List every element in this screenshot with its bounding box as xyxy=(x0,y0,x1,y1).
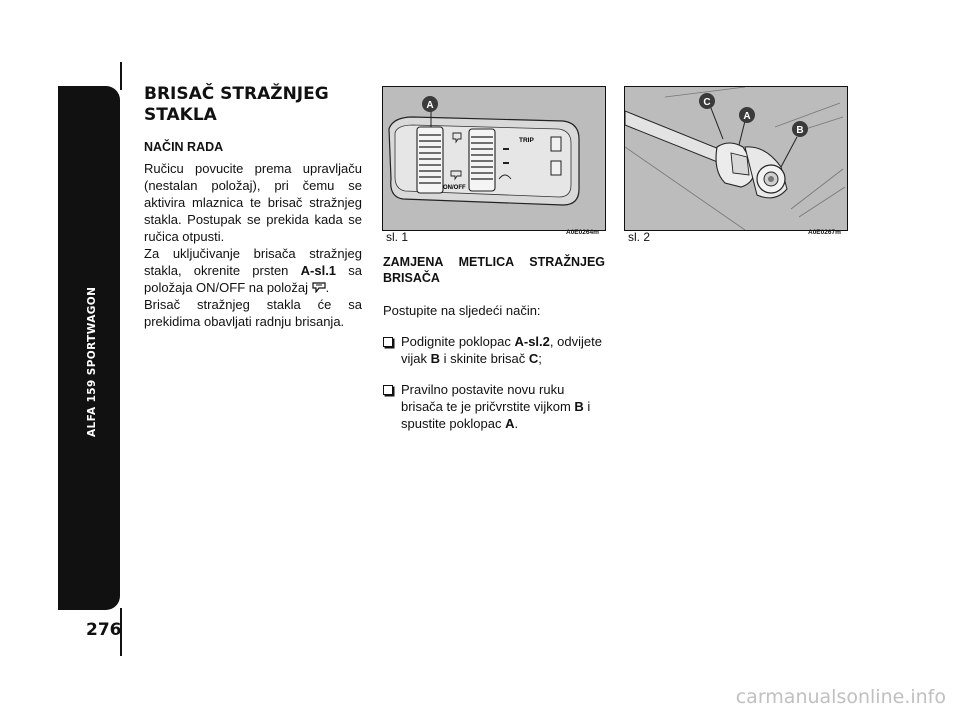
checkbox-bullet-icon xyxy=(383,385,393,395)
marker-a-label: A xyxy=(426,100,434,111)
figure-1-code: A0E0264m xyxy=(566,229,599,236)
checkbox-bullet-icon xyxy=(383,337,393,347)
stalk-illustration xyxy=(383,87,605,230)
watermark: carmanualsonline.info xyxy=(735,686,946,708)
list-item xyxy=(383,333,605,367)
section-title-line2: STAKLA xyxy=(144,105,217,125)
margin-line-top xyxy=(120,62,122,90)
list-item-text xyxy=(401,381,605,432)
replacement-column xyxy=(383,254,605,446)
text-run: i spustite poklopac xyxy=(401,399,591,431)
figure-reference: A-sl.1 xyxy=(300,263,337,278)
list-item xyxy=(383,381,605,432)
section-title xyxy=(144,84,362,126)
marker-a-label: A xyxy=(743,111,751,122)
list-item-text xyxy=(401,333,605,367)
part-reference: C xyxy=(528,351,539,366)
figure-1-caption: sl. 1 xyxy=(386,230,409,244)
text-run: i skinite brisač xyxy=(440,351,529,366)
text-run: , odvijete vijak xyxy=(401,334,602,366)
trip-label: TRIP xyxy=(519,137,534,144)
main-column xyxy=(144,84,362,330)
paragraph-2 xyxy=(144,245,362,296)
text-run: Podignite poklopac xyxy=(401,334,515,349)
paragraph-2-text-cont: sa položaja ON/OFF na položaj xyxy=(144,263,363,295)
text-run: ; xyxy=(538,351,542,366)
text-run: Pravilno postavite novu ruku brisača te je pričvrstite vijkom xyxy=(401,382,575,414)
marker-b-label: B xyxy=(796,125,804,136)
figure-1-stalk-control xyxy=(382,86,606,231)
figure-2-wiper-arm xyxy=(624,86,848,231)
marker-c-label: C xyxy=(703,97,711,108)
part-reference: B xyxy=(574,399,584,414)
rear-wiper-icon xyxy=(312,280,326,295)
paragraph-3: Brisač stražnjeg stakla će sa prekidima obavljati radnju brisanja. xyxy=(144,297,362,329)
part-reference: A xyxy=(505,416,515,431)
wiper-arm-illustration xyxy=(625,87,847,230)
page-number: 276 xyxy=(86,620,122,640)
part-reference: B xyxy=(430,351,441,366)
figure-reference: A-sl.2 xyxy=(514,334,550,349)
figure-2-code: A0E0267m xyxy=(808,229,841,236)
paragraph-2-text: Za uključivanje brisača stražnjeg stakla, okrenite prsten xyxy=(144,246,362,278)
sidebar-title: ALFA 159 SPORTWAGON xyxy=(86,286,98,437)
section-title-line1: BRISAČ STRAŽNJEG xyxy=(144,84,329,104)
onoff-label: ON/OFF xyxy=(443,185,466,191)
replacement-intro: Postupite na sljedeći način: xyxy=(383,303,541,318)
replacement-heading: ZAMJENA METLICA STRAŽNJEG BRISAČA xyxy=(383,255,605,285)
subheading: NAČIN RADA xyxy=(144,140,224,154)
paragraph-1: Ručicu povucite prema upravljaču (nestalan položaj), pri čemu se aktivira mlaznica te brisač stražnjeg stakla. Postupak se prekida kada se ručica otpusti. xyxy=(144,161,362,244)
text-run: . xyxy=(514,416,519,431)
paragraph-2-end: . xyxy=(325,280,330,295)
figure-2-caption: sl. 2 xyxy=(628,230,651,244)
